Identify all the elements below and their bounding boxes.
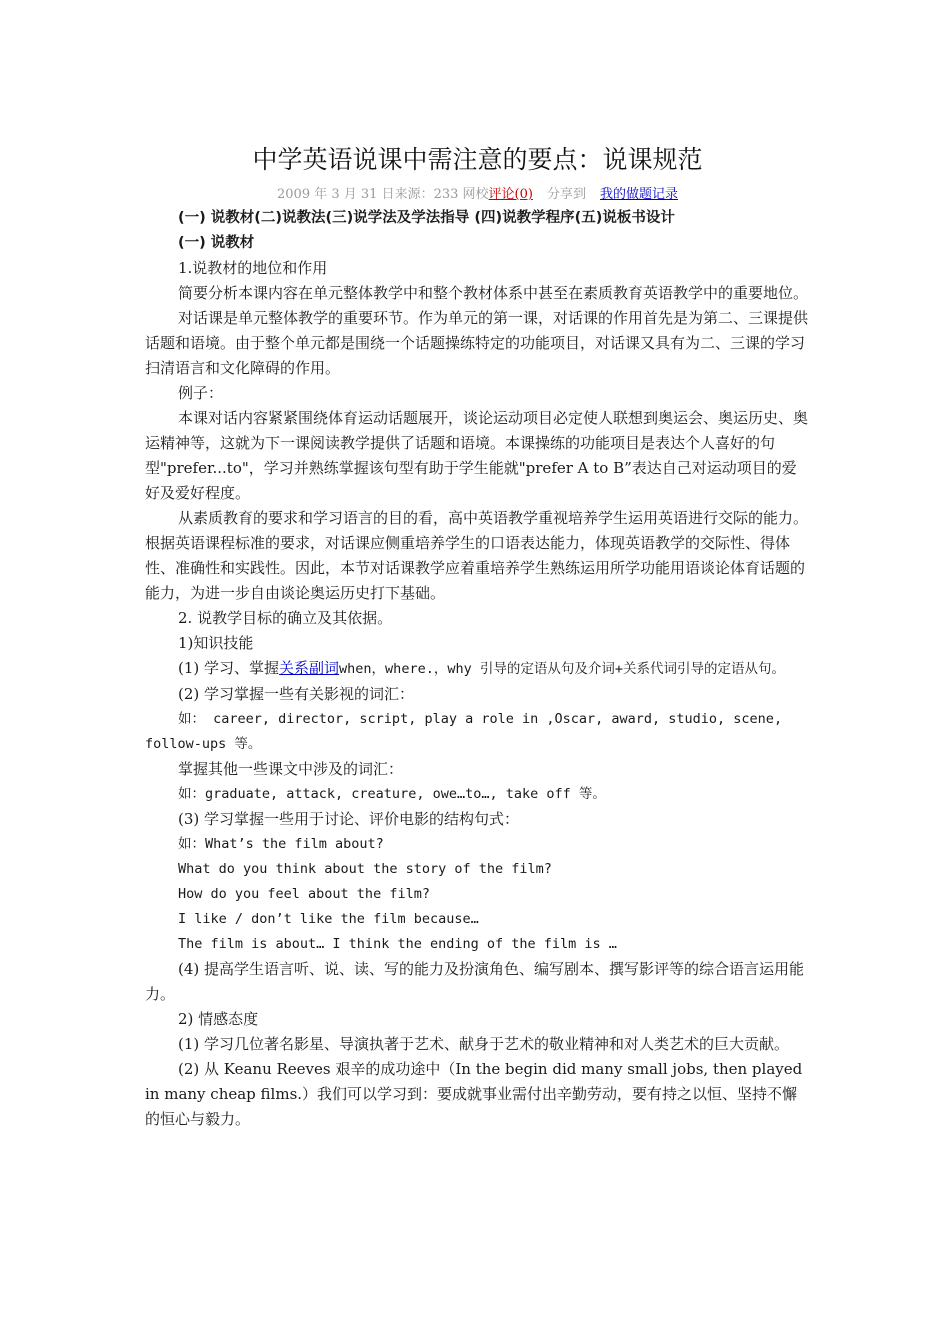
paragraph: 对话课是单元整体教学的重要环节。作为单元的第一课，对话课的作用首先是为第二、三课提供话题和语境。由于整个单元都是围绕一个话题操练特定的功能项目，对话课又具有为二、三课的学习扫清语言和文化障碍的作用。 [145,309,809,377]
knowledge-item: (4) 提高学生语言听、说、读、写的能力及扮演角色、编写剧本、撰写影评等的综合语言运用能力。 [145,960,805,1003]
paragraph: 本课对话内容紧紧围绕体育运动话题展开，谈论运动项目必定使人联想到奥运会、奥运历史、奥运精神等，这就为下一课阅读教学提供了话题和语境。本课操练的功能项目是表达个人喜好的句型"prefer...to"，学习并熟练掌握该句型有助于学生能就"prefer A to B”表达自己对运动项目的爱好及爱好程度。 [145,409,809,502]
example-label: 例子： [178,384,224,402]
knowledge-item: 掌握其他一些课文中涉及的词汇： [178,760,404,778]
item-text: (1) 学习、掌握 [178,659,280,677]
relative-adverb-link[interactable]: 关系副词 [279,659,340,677]
paragraph: 从素质教育的要求和学习语言的目的看，高中英语教学重视培养学生运用英语进行交际的能力。根据英语课程标准的要求，对话课应侧重培养学生的口语表达能力，体现英语教学的交际性、得体性、准确性和实践性。因此，本节对话课教学应着重培养学生熟练运用所学功能用语谈论体育话题的能力，为进一步自由谈论奥运历史打下基础。 [145,509,809,602]
sentence-example: What do you think about the story of the film? [178,861,552,877]
subsection-title: 2. 说教学目标的确立及其依据。 [178,609,393,627]
article-meta [145,184,810,206]
knowledge-item: (3) 学习掌握一些用于讨论、评价电影的结构句式： [178,810,520,828]
knowledge-item [145,656,810,682]
section-heading: (一) 说教材 [178,235,255,251]
item-text: when，where.，why 引导的定语从句及介词+关系代词引导的定语从句。 [339,661,785,677]
page-title: 中学英语说课中需注意的要点：说课规范 [252,145,703,174]
sentence-example: 如：What’s the film about? [178,836,384,852]
article [145,140,810,1132]
vocab-example: 如： career, director, script, play a role in ,Oscar, award, studio, scene, follow-ups 等。 [145,711,783,752]
knowledge-item: (2) 学习掌握一些有关影视的词汇： [178,685,415,703]
paragraph: 简要分析本课内容在单元整体教学中和整个教材体系中甚至在素质教育英语教学中的重要地位。 [178,284,809,302]
sub-heading: 1)知识技能 [178,634,254,652]
outline: (一) 说教材(二)说教法(三)说学法及学法指导 (四)说教学程序(五)说板书设计 [178,210,675,226]
vocab-example: 如：graduate, attack, creature, owe…to…, take off 等。 [178,786,606,802]
my-record-link[interactable]: 我的做题记录 [599,187,678,202]
sub-heading: 2) 情感态度 [178,1010,259,1028]
subsection-title: 1.说教材的地位和作用 [178,259,328,277]
attitude-item: (1) 学习几位著名影星、导演执著于艺术、献身于艺术的敬业精神和对人类艺术的巨大贡献。 [178,1035,790,1053]
source-info: 2009 年 3 月 31 日来源：233 网校 [277,187,489,202]
share-label[interactable]: 分享到 [546,187,586,202]
sentence-example: How do you feel about the film? [178,886,430,902]
sentence-example: The film is about… I think the ending of the film is … [178,936,617,952]
sentence-example: I like / don’t like the film because… [178,911,479,927]
attitude-item: (2) 从 Keanu Reeves 艰辛的成功途中（In the begin did many small jobs, then played in many cheap films.）我们可以学习到：要成就事业需付出辛勤劳动，要有持之以恒、坚持不懈的恒心与毅力。 [145,1060,803,1128]
comment-link[interactable]: 评论(0) [488,187,533,202]
